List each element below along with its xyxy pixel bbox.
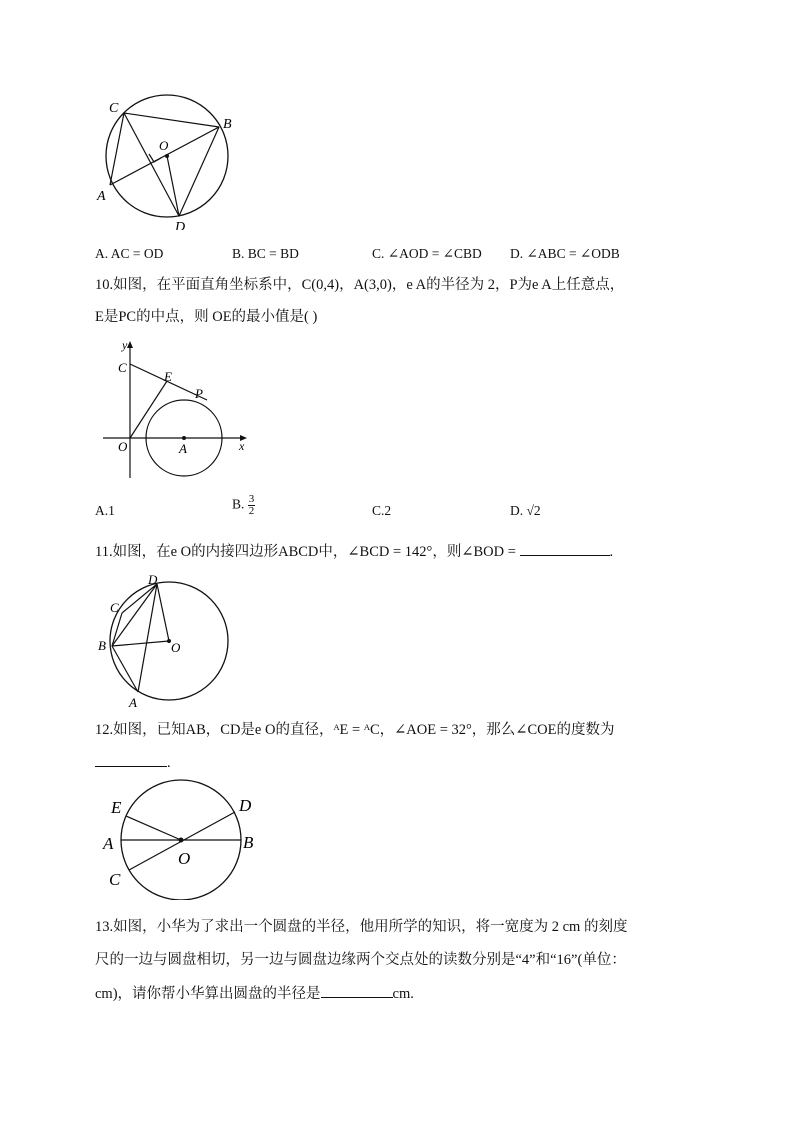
q10-point-a — [182, 436, 186, 440]
q10-segment-oe — [130, 381, 167, 438]
q9-center-point — [165, 154, 169, 158]
q10-option-c: C.2 — [372, 503, 392, 518]
q10-coordinate-figure — [95, 338, 260, 480]
q9-segment-cb — [124, 113, 219, 127]
q11-label-c: C — [110, 600, 119, 615]
q9-label-a: A — [97, 189, 106, 204]
q11-question-text: 11.如图，在e O的内接四边形ABCD中，∠BCD = 142°，则∠BOD = — [95, 544, 516, 560]
q12-label-b: B — [243, 833, 254, 852]
q12-segment-oe — [126, 816, 181, 840]
q10-label-a: A — [179, 441, 187, 456]
q10-label-c: C — [118, 360, 127, 375]
q9-right-angle-mark — [149, 154, 161, 162]
q12-label-d: D — [239, 796, 252, 815]
q9-label-c: C — [109, 101, 119, 116]
q12-label-a: A — [103, 834, 114, 853]
q9-label-b: B — [223, 117, 232, 132]
q12-end-punct: . — [167, 755, 171, 771]
q10-question-line1: 10.如图，在平面直角坐标系中，C(0,4)，A(3,0)，e A的半径为 2，P为e A上任意点， — [95, 277, 625, 293]
q10-option-d: D. √2 — [510, 503, 541, 518]
q10-label-o: O — [118, 439, 128, 454]
q13-line3-post: cm. — [392, 986, 414, 1002]
q10-label-e: E — [164, 369, 172, 384]
q10-option-b-fraction — [248, 494, 256, 517]
q9-circle-figure — [95, 90, 255, 230]
q11-segment-bc — [112, 613, 122, 646]
q9-segment-od — [167, 156, 179, 216]
q9-segment-cd — [124, 113, 179, 216]
q11-answer-blank[interactable] — [520, 541, 610, 556]
q9-option-b: B. BC = BD — [232, 246, 299, 261]
q12-question-line2 — [95, 752, 171, 773]
q13-question-line1: 13.如图，小华为了求出一个圆盘的半径，他用所学的知识，将一宽度为 2 cm 的刻度 — [95, 919, 628, 935]
q11-label-b: B — [98, 638, 106, 653]
q10-option-b-prefix: B. — [232, 496, 245, 512]
q10-y-arrow-icon — [127, 341, 133, 348]
q11-end-punct: . — [609, 544, 614, 560]
q12-center-point — [179, 838, 184, 843]
q11-segment-ab — [112, 646, 138, 692]
q9-option-c: C. ∠AOD = ∠CBD — [372, 246, 482, 261]
q11-question — [95, 541, 613, 562]
q9-segment-ab — [110, 127, 219, 185]
q9-label-d: D — [175, 220, 186, 230]
q9-option-d: D. ∠ABC = ∠ODB — [510, 246, 620, 261]
q10-label-p: P — [195, 386, 203, 401]
q9-segment-bd — [179, 127, 219, 216]
q9-segment-ca — [110, 113, 124, 185]
q11-label-a: A — [129, 695, 137, 710]
q9-option-a: A. AC = OD — [95, 246, 164, 261]
q12-label-o: O — [178, 849, 191, 868]
q11-label-d: D — [148, 572, 158, 587]
q12-label-e: E — [111, 798, 122, 817]
q10-option-a: A.1 — [95, 503, 115, 518]
q11-segment-do — [157, 584, 169, 641]
q9-label-o: O — [159, 138, 169, 153]
q10-label-y: y — [122, 338, 128, 352]
q13-line3-pre: cm)，请你帮小华算出圆盘的半径是 — [95, 986, 321, 1002]
q10-option-b-denominator: 2 — [248, 505, 255, 517]
q12-label-c: C — [109, 870, 121, 889]
q11-circle-figure — [95, 570, 235, 710]
q11-segment-da — [138, 584, 157, 692]
q11-segment-bo — [112, 641, 169, 646]
q10-label-x: x — [239, 439, 245, 453]
q11-label-o: O — [171, 640, 181, 655]
q12-circle-figure — [95, 775, 270, 900]
q12-answer-blank[interactable] — [95, 752, 167, 767]
q13-question-line3 — [95, 983, 414, 1004]
q10-option-b — [232, 494, 255, 517]
q10-question-line2: E是PC的中点，则 OE的最小值是( ) — [95, 309, 318, 325]
q13-answer-blank[interactable] — [321, 983, 393, 998]
q10-option-b-numerator: 3 — [248, 493, 255, 505]
q12-question-line1: 12.如图，已知AB，CD是e O的直径，ᴬE = ᴬC，∠AOE = 32°，那么∠COE的度数为 — [95, 722, 615, 738]
q13-question-line2: 尺的一边与圆盘相切，另一边与圆盘边缘两个交点处的读数分别是“4”和“16”(单位： — [95, 952, 626, 968]
